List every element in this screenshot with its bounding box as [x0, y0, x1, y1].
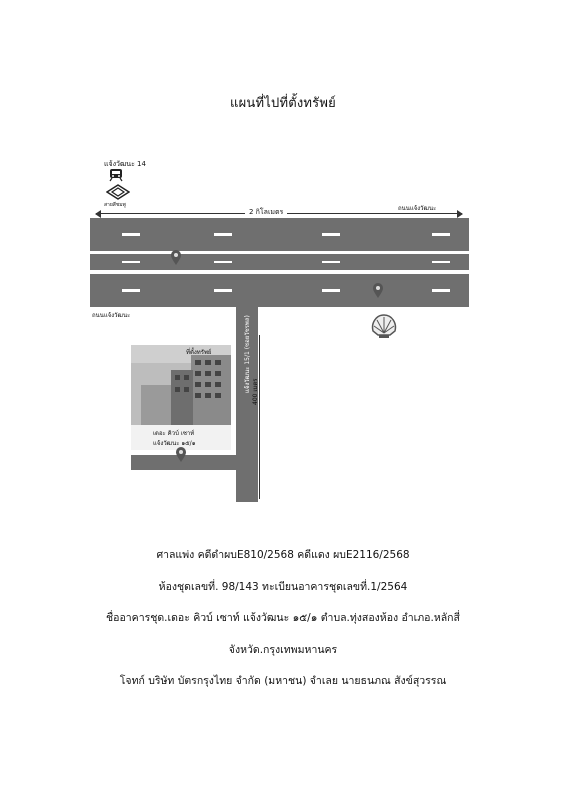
lane-dash — [322, 289, 340, 292]
condo-address: แจ้งวัฒนะ ๑๕/๑ — [153, 440, 196, 447]
lane-dash — [322, 233, 340, 236]
soi-label: แจ้งวัฒนะ 15/1 (ซอยวัชรพล) — [244, 315, 251, 393]
lane-dash — [432, 233, 450, 236]
lane-dash — [214, 261, 232, 263]
train-icon — [108, 168, 124, 182]
building-photo — [131, 345, 231, 450]
lane-dash — [214, 289, 232, 292]
lane-dash — [432, 289, 450, 292]
property-label: ที่ตั้งทรัพย์ — [186, 349, 212, 356]
main-road-lower — [90, 274, 469, 307]
location-pin-icon — [170, 250, 182, 266]
main-road-middle — [90, 254, 469, 270]
transit-logo-icon — [106, 184, 130, 200]
station-name: แจ้งวัฒนะ 14 — [104, 160, 146, 168]
page-title: แผนที่ไปที่ตั้งทรัพย์ — [230, 96, 336, 111]
distance-label: 2 กิโลเมตร — [245, 207, 287, 218]
lane-dash — [122, 289, 140, 292]
lane-dash — [214, 233, 232, 236]
building-address-line: ชื่ออาคารชุด.เดอะ คิวบ์ เซาท์ แจ้งวัฒนะ ๑๕/๑ ตำบล.ทุ่งสองห้อง อำเภอ.หลักสี่ — [106, 612, 460, 624]
condo-name: เดอะ คิวบ์ เซาท์ — [153, 430, 195, 437]
road-label-top-right: ถนนแจ้งวัฒนะ — [398, 205, 437, 212]
soi-distance-label: 400 เมตร — [252, 378, 259, 405]
road-label-bottom-left: ถนนแจ้งวัฒนะ — [92, 312, 131, 319]
location-pin-icon — [175, 447, 187, 463]
lane-dash — [122, 233, 140, 236]
shell-logo-icon — [370, 313, 398, 339]
unit-number-line: ห้องชุดเลขที่. 98/143 ทะเบียนอาคารชุดเลขที่.1/2564 — [158, 581, 408, 593]
main-road-upper — [90, 218, 469, 251]
plaintiff-defendant-line: โจทก์ บริษัท บัตรกรุงไทย จำกัด (มหาชน) จำเลย นายธนภณ สังข์สุวรรณ — [119, 675, 447, 687]
location-pin-icon — [372, 283, 384, 299]
province-line: จังหวัด.กรุงเทพมหานคร — [228, 644, 338, 656]
soi-distance-line — [259, 335, 260, 499]
station-caption: สายสีชมพู — [104, 202, 126, 208]
lane-dash — [122, 261, 140, 263]
court-case-line: ศาลแพ่ง คดีดำผบE810/2568 คดีแดง ผบE2116/2568 — [156, 549, 410, 561]
lane-dash — [432, 261, 450, 263]
lane-dash — [322, 261, 340, 263]
location-map — [0, 155, 566, 505]
